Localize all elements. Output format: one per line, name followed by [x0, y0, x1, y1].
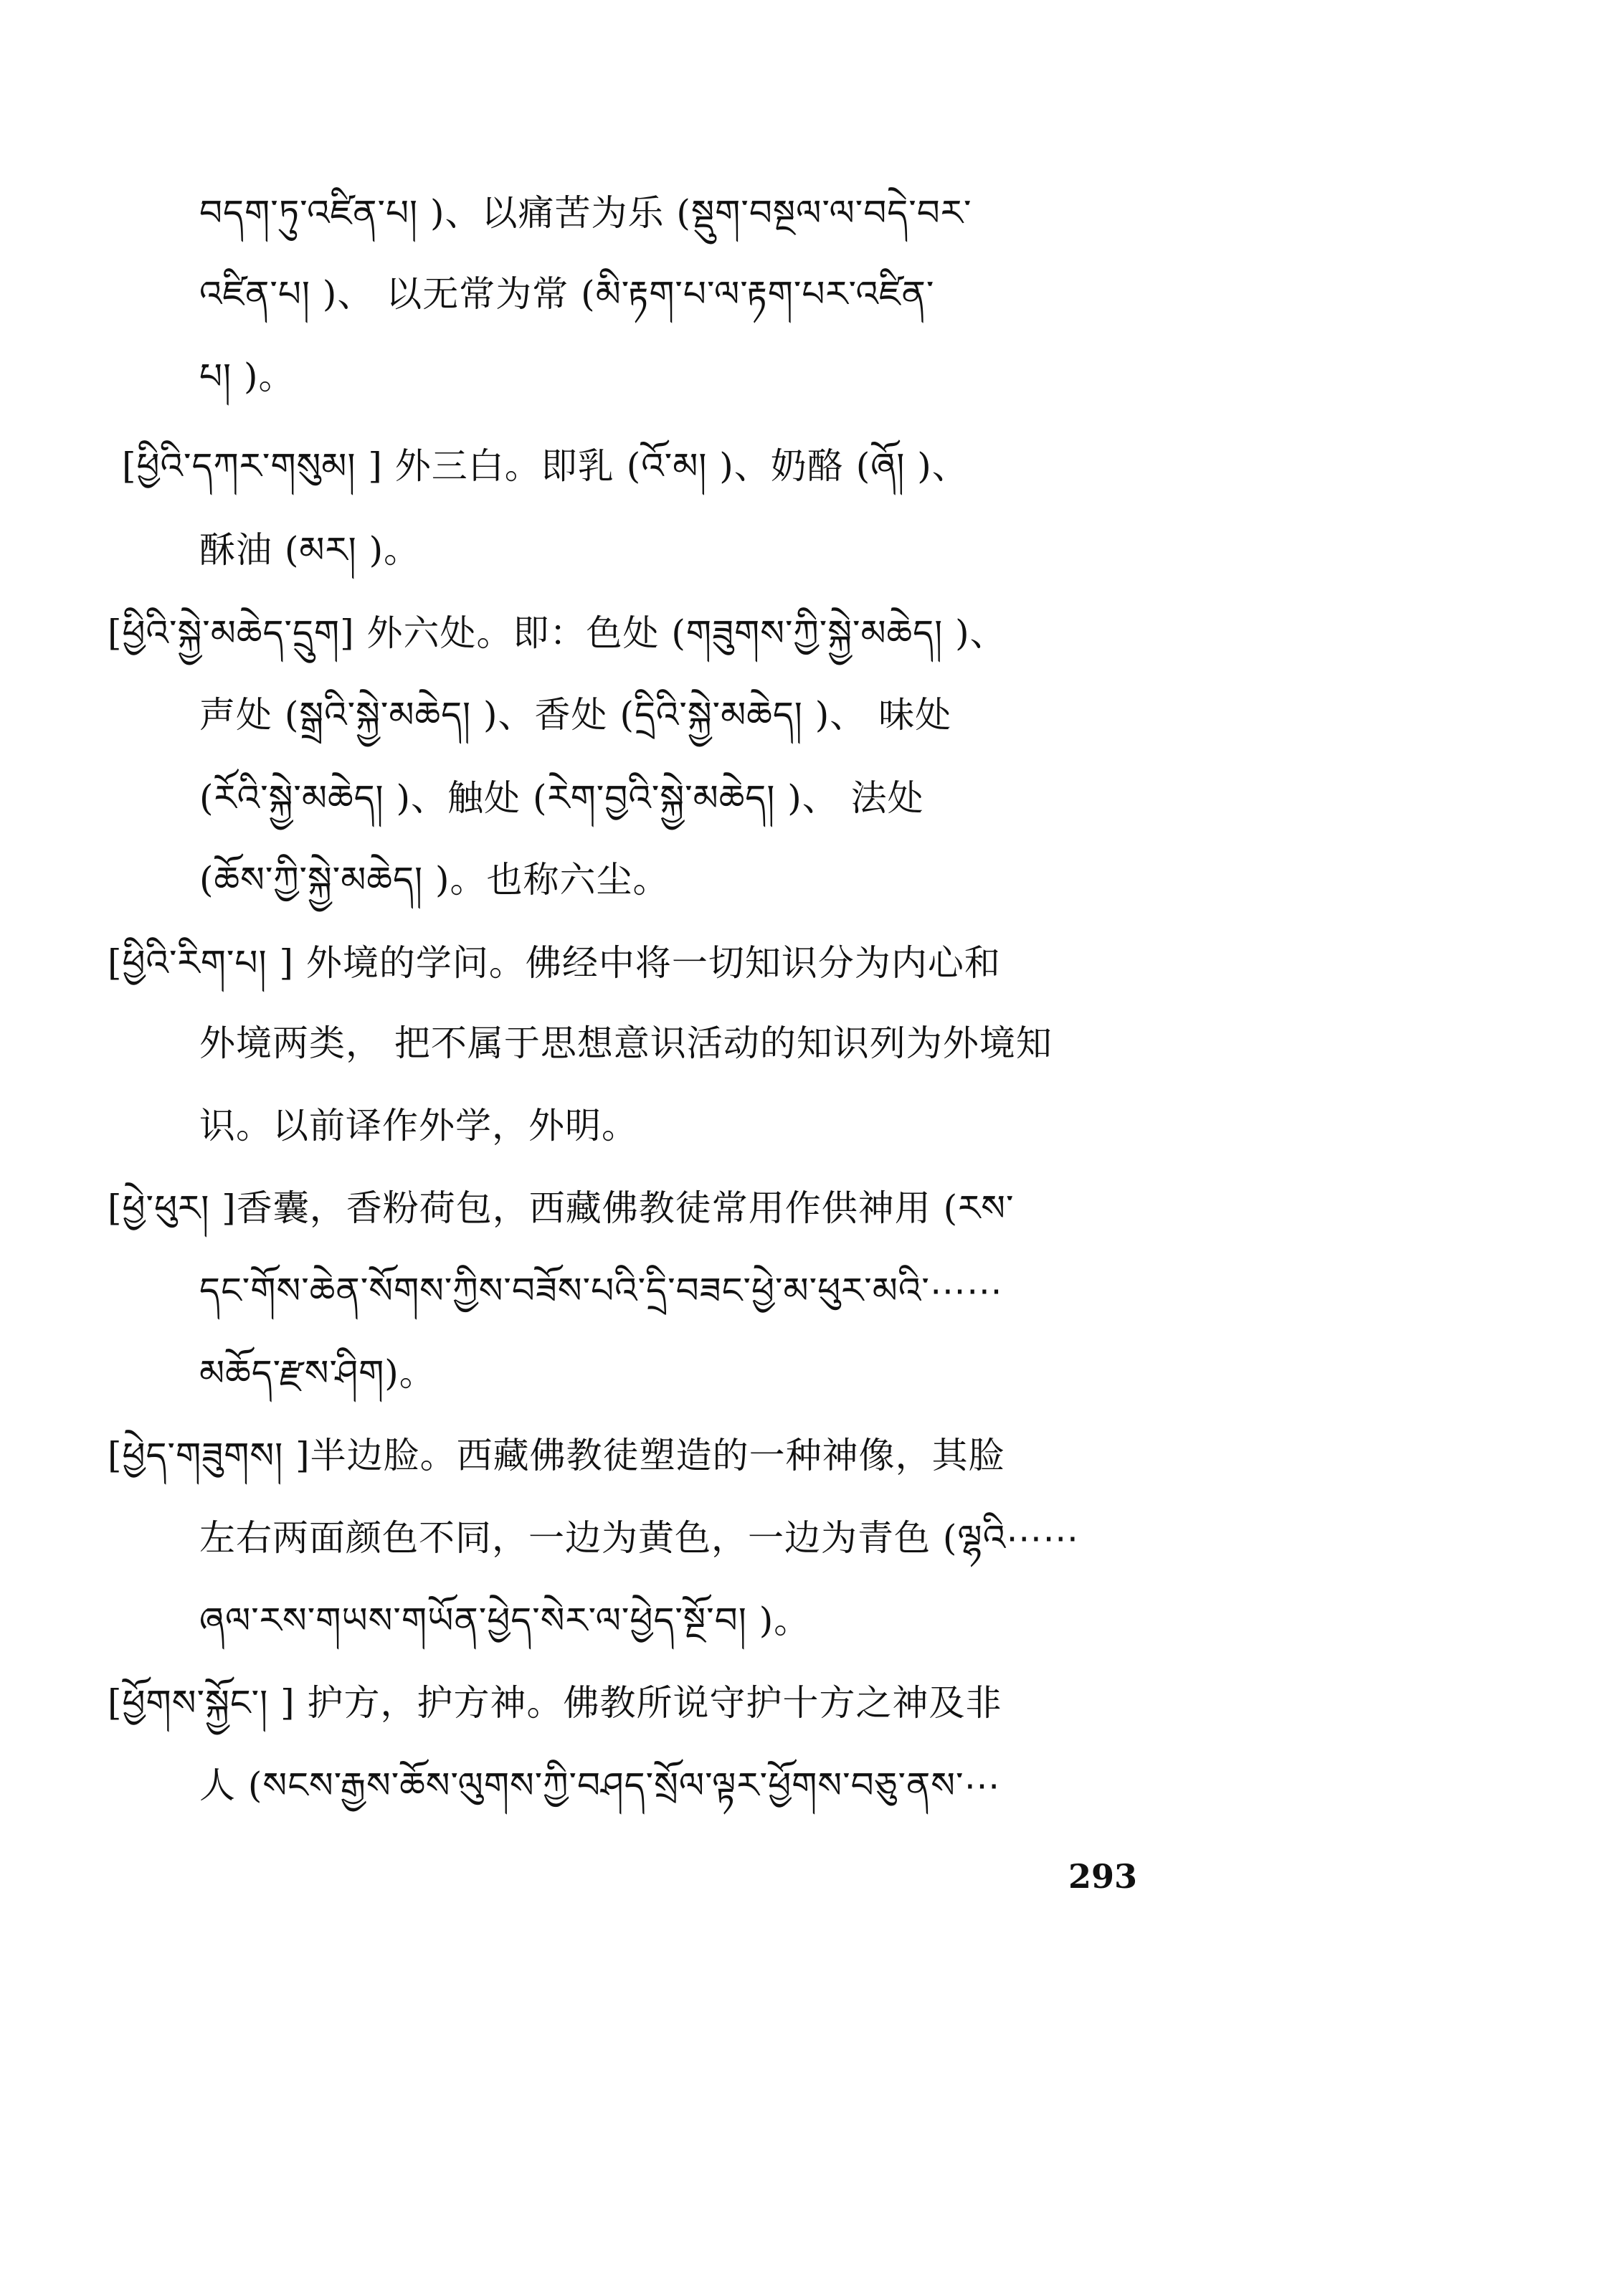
text-line-11: 外境两类， 把不属于思想意识活动的知识列为外境知	[199, 1022, 1053, 1064]
text-line-18: ཞལ་རས་གཡས་གཡོན་ཕྱེད་སེར་ལ་ཕྱེད་སྔོ་བ། )。	[199, 1600, 811, 1641]
text-line-9: (ཆོས་ཀྱི་སྐྱེ་མཆེད། )。也称六尘。	[199, 859, 670, 901]
text-line-17: 左右两面颜色不同，一边为黄色，一边为青色 (ལྷའི⋯⋯	[199, 1517, 1080, 1559]
text-line-5: 酥油 (མར། )。	[199, 529, 421, 571]
text-line-2: འཛིན་པ། )、 以无常为常 (མི་རྟག་པ་ལ་རྟག་པར་འཛིན་	[199, 273, 935, 315]
entry-outer-six-sense-bases: [ཕྱིའི་སྐྱེ་མཆེད་དྲུག] 外六处。即：色处 (གཟུགས་ཀྱི་སྐྱེ་མཆེད། )、	[108, 612, 1007, 654]
text-line-7: 声处 (སྒྲའི་སྐྱེ་མཆེད། )、香处 (དྲིའི་སྐྱེ་མཆེད། )、 味处	[199, 694, 952, 736]
entry-half-face: [ཕྱེད་གཟུགས། ]半边脸。西藏佛教徒塑造的一种神像，其脸	[108, 1435, 1005, 1476]
text-line-1: བདག་ཏུ་འཛིན་པ། )、以痛苦为乐 (སྡུག་བསྔལ་ལ་བདེ་བར་	[199, 192, 972, 234]
text-line-3: པ། )。	[199, 356, 295, 397]
entry-outer-knowledge: [ཕྱིའི་རིག་པ། ] 外境的学问。佛经中将一切知识分为内心和	[108, 942, 1001, 984]
text-line-14: དང་གོས་ཆེན་སོགས་ཀྱིས་བཟོས་པའི་དྲི་བཟང་ཕྱེ་མ་ཕུར་མའི་⋯⋯	[199, 1270, 1003, 1311]
text-line-12: 识。以前译作外学，外明。	[199, 1105, 638, 1146]
entry-incense-pouch: [ཕྱེ་ཕུར། ]香囊，香粉荷包，西藏佛教徒常用作供神用 (རས་	[108, 1187, 1015, 1229]
page-number: 293	[1068, 1857, 1138, 1896]
text-line-8: (རོའི་སྐྱེ་མཆེད། )、触处 (རེག་བྱའི་སྐྱེ་མཆེད། )、 法处	[199, 777, 924, 819]
text-line-15: མཆོད་རྫས་ཤིག)。	[199, 1352, 436, 1394]
entry-outer-three-whites: [ཕྱིའི་དཀར་གསུམ། ] 外三白。即乳 (འོ་མ། )、奶酪 (ཞོ། )、	[122, 445, 969, 487]
text-line-20: 人 (སངས་རྒྱས་ཆོས་ལུགས་ཀྱི་བཤད་སྲོལ་ལྟར་ཕྱོགས་བཅུ་ནས་⋯	[199, 1765, 1001, 1806]
entry-direction-protector: [ཕྱོགས་སྐྱོང་། ] 护方，护方神。佛教所说守护十方之神及非	[108, 1682, 1002, 1724]
